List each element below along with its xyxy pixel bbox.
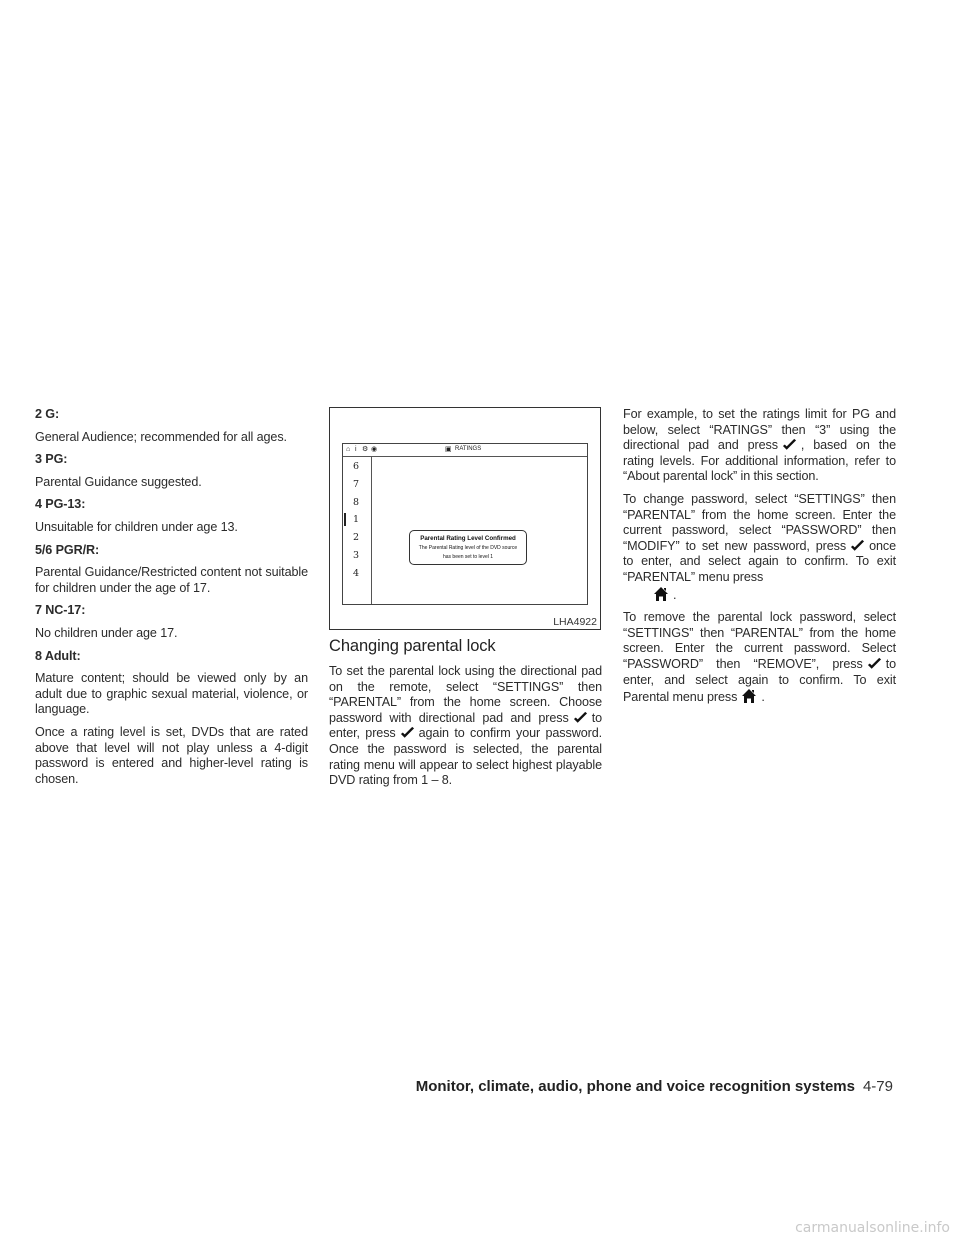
text-run: For example, to set the ratings limit for PG and below, select “RATINGS” then “3” using the directional pad and press — [623, 407, 896, 453]
watermark: carmanualsonline.info — [795, 1220, 950, 1236]
rating-item: 4 — [353, 568, 360, 579]
home-icon — [741, 688, 757, 704]
dialog-body-line: has been set to level 1 — [442, 553, 494, 560]
instructions-column — [623, 407, 896, 713]
rating-list — [343, 456, 372, 604]
page-number: 4-79 — [862, 1078, 893, 1095]
screen-top-bar — [343, 444, 587, 457]
rating-entry — [35, 452, 308, 490]
text-run: To change password, select “SETTINGS” then “PARENTAL” from the home screen. Enter the current password, select “PASSWORD” then “MODIFY” to set new password, press — [623, 491, 896, 553]
figure-label: LHA4922 — [553, 616, 597, 628]
rating-item-selected: 1 — [353, 514, 360, 525]
info-icon: i — [355, 446, 357, 453]
rating-description: No children under age 17. — [35, 625, 178, 640]
confirmation-dialog — [409, 530, 527, 565]
text-run: again to confirm your password. Once the password is selected, the parental rating menu will appear to select highest playable DVD rating from 1 – 8. — [329, 726, 602, 788]
text-run: to enter, press — [329, 710, 602, 741]
rating-description: Unsuitable for children under age 13. — [35, 519, 238, 534]
text-run: . — [673, 587, 677, 602]
dialog-title: Parental Rating Level Confirmed — [420, 535, 516, 542]
instruction-paragraph — [623, 492, 896, 603]
check-icon — [573, 711, 588, 725]
page-footer — [416, 1078, 893, 1096]
rating-description: Mature content; should be viewed only by an adult due to graphic sexual material, violence, or language. — [35, 671, 308, 717]
dialog-body-line: The Parental Rating level of the DVD source — [418, 545, 518, 551]
screen-illustration — [342, 443, 588, 605]
rating-term: 7 NC-17: — [35, 603, 86, 618]
rating-term: 3 PG: — [35, 452, 68, 467]
rating-term: 4 PG-13: — [35, 497, 86, 512]
check-icon — [867, 657, 882, 671]
check-icon — [850, 539, 865, 553]
rating-entry — [35, 649, 308, 718]
text-run: . — [761, 690, 765, 705]
screen-title: RATINGS — [455, 446, 482, 452]
rating-entry — [35, 603, 308, 641]
home-icon — [653, 586, 669, 602]
text-run: , based on the rating levels. For additional information, refer to “About parental lock” in this section. — [623, 438, 896, 484]
ratings-column — [35, 407, 308, 794]
menu-icon: ▣ — [445, 446, 452, 453]
home-icon: ⌂ — [346, 446, 351, 453]
rating-item: 2 — [353, 532, 360, 543]
instruction-paragraph — [623, 610, 896, 706]
rating-term: 8 Adult: — [35, 648, 81, 663]
chapter-title: Monitor, climate, audio, phone and voice recognition systems — [415, 1078, 855, 1095]
rating-entry — [35, 497, 308, 535]
section-heading: Changing parental lock — [329, 637, 496, 655]
rating-item: 6 — [353, 461, 360, 472]
rating-description: General Audience; recommended for all ages. — [35, 429, 287, 444]
disc-icon: ◉ — [371, 446, 378, 453]
rating-item: 8 — [353, 497, 360, 508]
rating-entry — [35, 407, 308, 445]
rating-description: Parental Guidance/Restricted content not suitable for children under the age of 17. — [35, 565, 308, 595]
text-run: to enter, and select again to confirm. To exit Parental menu press — [623, 656, 896, 705]
section-column — [329, 636, 602, 796]
text-run: To remove the parental lock password, select “SETTINGS” then “PARENTAL” from the home screen. Enter the current password. Select “PASSWORD” then “REMOVE”, press — [623, 610, 896, 671]
rating-term: 5/6 PGR/R: — [35, 542, 100, 557]
check-icon — [782, 438, 797, 452]
instruction-paragraph — [623, 407, 896, 485]
gear-icon: ⚙ — [362, 446, 369, 453]
rating-item: 7 — [353, 479, 360, 490]
selection-indicator — [344, 513, 346, 526]
section-paragraph — [329, 664, 602, 789]
check-icon — [400, 726, 415, 740]
rating-term: 2 G: — [35, 407, 60, 421]
ratings-screen-figure — [329, 407, 601, 630]
text-run: To set the parental lock using the directional pad on the remote, select “SETTINGS” then “PARENTAL” from the home screen. Choose password with directional pad and press — [329, 664, 602, 725]
rating-entry — [35, 543, 308, 597]
rating-description: Parental Guidance suggested. — [35, 474, 202, 489]
rating-item: 3 — [353, 550, 360, 561]
rating-note-paragraph: Once a rating level is set, DVDs that are rated above that level will not play unless a 4-digit password is entered and higher-level rating is chosen. — [35, 724, 308, 786]
text-run: once to enter, and select again to confirm. To exit “PARENTAL” menu press — [623, 538, 896, 584]
